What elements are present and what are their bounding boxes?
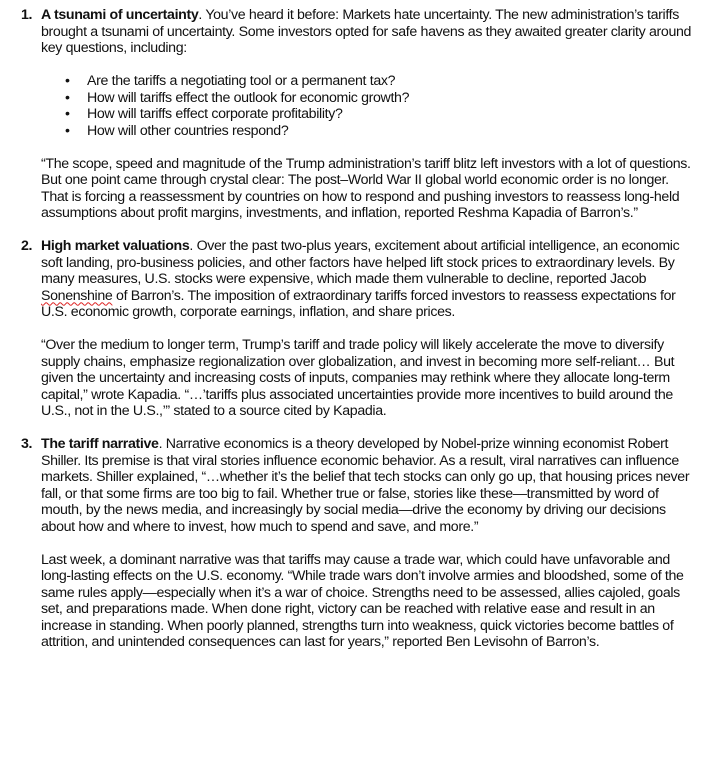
bullet-text: How will other countries respond? xyxy=(87,122,289,139)
item-text: of Barron’s. The imposition of extraordinary tariffs forced investors to reassess expectations for U.S. economic growth, corporate earnings, inflation, and share prices. xyxy=(41,287,676,320)
item-number: 1. xyxy=(21,7,33,23)
item-number: 2. xyxy=(21,238,33,254)
item-text: . You’ve heard it before: Markets hate uncertainty. The new administration’s tariffs brought a tsunami of uncertainty. Some investors opted for safe havens as they awaited greater clarity around key questions, including: xyxy=(41,7,692,56)
item-number: 3. xyxy=(21,436,33,452)
item-text: . Over the past two-plus years, excitement about artificial intelligence, an economic soft landing, pro-business policies, and other factors have helped lift stock prices to extraordinary levels. By many measures, U.S. stocks were expensive, which made them vulnerable to decline, reported Jacob xyxy=(41,238,680,287)
bullet-item xyxy=(65,89,696,107)
spellcheck-flagged-word[interactable]: Sonenshine xyxy=(41,287,113,304)
quote-paragraph: “The scope, speed and magnitude of the Trump administration’s tariff blitz left investors with a lot of questions. But one point came through crystal clear: The post–World War II global world economic order is no longer. That is forcing a reassessment by countries on how to respond and pushing investors to reassess long-held assumptions about profit margins, investments, and inflation, reported Reshma Kapadia of Barron’s.” xyxy=(41,155,691,221)
bullet-icon: • xyxy=(65,73,70,89)
item-heading: A tsunami of uncertainty xyxy=(41,7,199,23)
bullet-text: How will tariffs effect the outlook for economic growth? xyxy=(87,89,410,106)
item-paragraph xyxy=(41,238,696,321)
bullet-text: How will tariffs effect corporate profitability? xyxy=(87,106,343,122)
quote-paragraph: “Over the medium to longer term, Trump’s tariff and trade policy will likely accelerate the move to diversify supply chains, emphasize regionalization over globalization, and invest in becoming more self-reliant… But given the uncertainty and increasing costs of inputs, companies may rethink where they allocate long-term capital,” wrote Kapadia. “…’tariffs plus associated uncertainties provide more incentives to build around the U.S., not in the U.S.,’” stated to a source cited by Kapadia. xyxy=(41,337,675,419)
item-heading: High market valuations xyxy=(41,238,190,254)
list-item-tariff-narrative xyxy=(0,436,702,651)
item-heading: The tariff narrative xyxy=(41,436,159,452)
item-paragraph xyxy=(41,7,696,57)
bullet-item xyxy=(65,122,696,140)
bullet-item xyxy=(65,106,696,123)
bullet-icon: • xyxy=(65,89,70,106)
bullet-item xyxy=(65,73,696,90)
question-bullet-list xyxy=(41,73,696,139)
bullet-text: Are the tariffs a negotiating tool or a permanent tax? xyxy=(87,73,396,89)
bullet-icon: • xyxy=(65,106,70,122)
item-text: . Narrative economics is a theory developed by Nobel-prize winning economist Robert Shiller. Its premise is that viral stories influence economic behavior. As a result, viral narratives can influence markets. Shiller explained, “…whether it’s the belief that tech stocks can only go up, that housing prices never fall, or that some firms are too big to fail. Whether true or false, stories like these—transmitted by word of mouth, by the news media, and increasingly by social media—drive the economy by driving our decisions about how and where to invest, how much to spend and save, and more.” xyxy=(41,436,690,535)
list-item-tsunami-of-uncertainty xyxy=(0,7,702,222)
bullet-icon: • xyxy=(65,122,70,139)
list-item-high-market-valuations xyxy=(0,238,702,420)
item-paragraph xyxy=(41,436,696,535)
quote-paragraph: Last week, a dominant narrative was that tariffs may cause a trade war, which could have unfavorable and long-lasting effects on the U.S. economy. “While trade wars don’t involve armies and bloodshed, some of the same rules apply—especially when it’s a war of choice. Strengths need to be assessed, allies cajoled, goals set, and preparations made. When done right, victory can be reached with relative ease and result in an increase in standing. When poorly planned, strengths turn into weakness, quick victories become battles of attrition, and unintended consequences can last for years,” reported Ben Levisohn of Barron’s. xyxy=(41,551,684,650)
